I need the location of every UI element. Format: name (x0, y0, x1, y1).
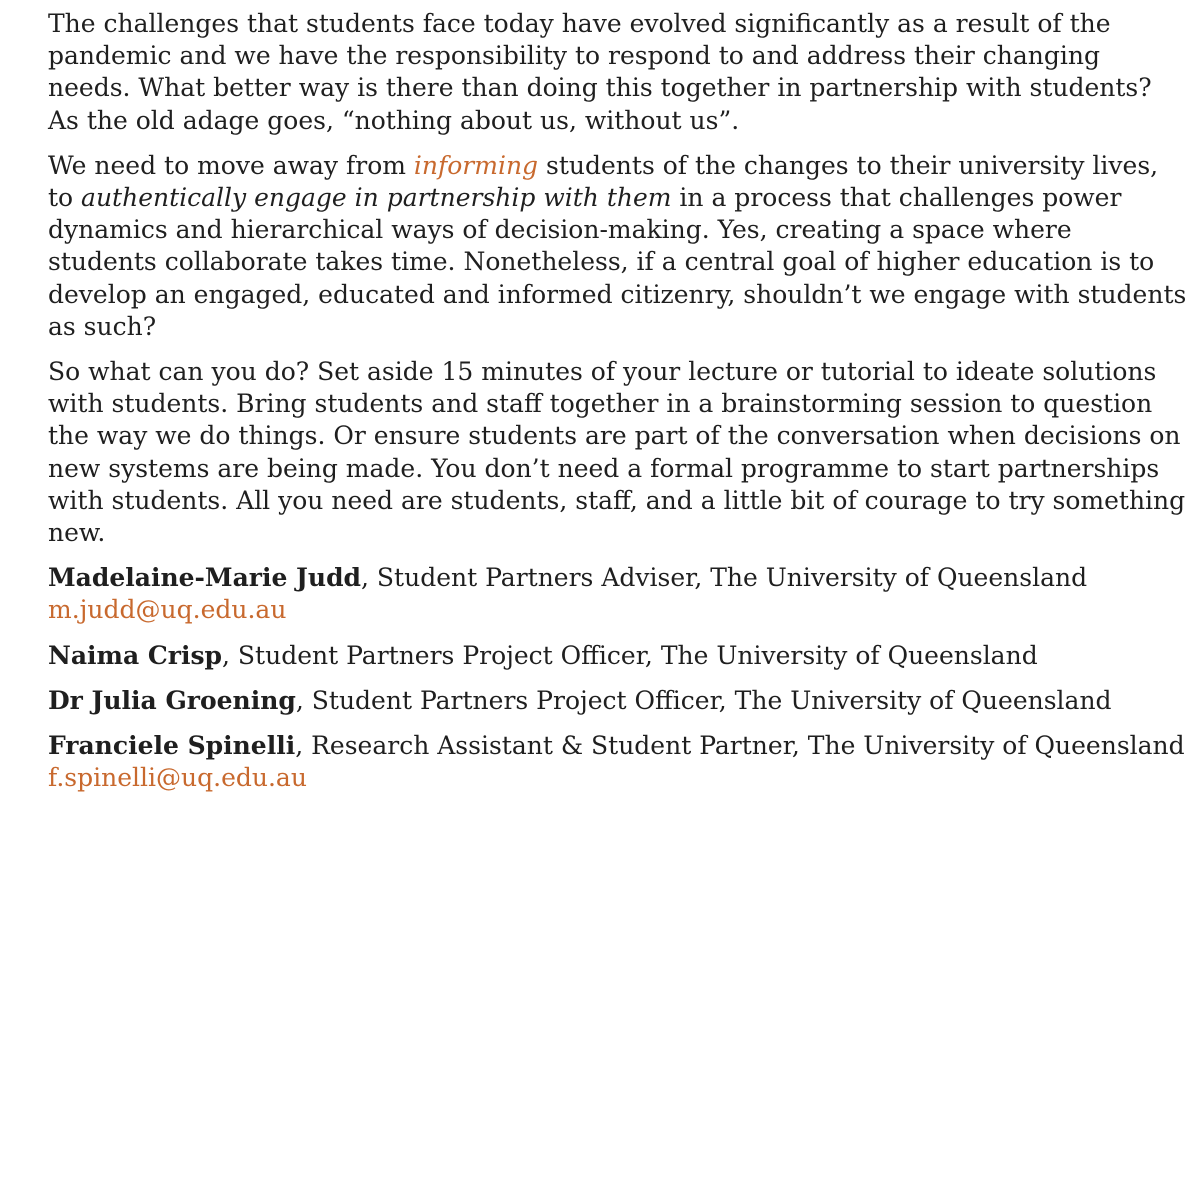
author-role: , Student Partners Project Officer, The University of Queensland (222, 640, 1038, 670)
author-name: Dr Julia Groening (48, 685, 296, 715)
author-email-link[interactable]: m.judd@uq.edu.au (48, 595, 287, 625)
emphasis-informing: informing (413, 150, 539, 180)
article-body (48, 8, 1188, 807)
author-role: , Research Assistant & Student Partner, The University of Queensland (295, 731, 1185, 761)
paragraph-text: students of the changes to their university lives, to (48, 150, 1159, 213)
author-email-link[interactable]: f.spinelli@uq.edu.au (48, 763, 307, 793)
paragraph-partnership (48, 150, 1188, 343)
author-entry (48, 640, 1188, 672)
author-role: , Student Partners Project Officer, The University of Queensland (295, 685, 1112, 715)
paragraph-pandemic-challenges: The challenges that students face today have evolved significantly as a result of the pandemic and we have the responsibility to respond to and address their changing needs. What better way is there than doing this together in partnership with students? As the old adage goes, “nothing about us, without us”. (48, 9, 1152, 135)
author-entry (48, 562, 1188, 626)
author-name: Madelaine-Marie Judd (48, 563, 362, 593)
author-name: Naima Crisp (48, 640, 223, 670)
emphasis-authentic-engagement: authentically engage in partnership with them (81, 183, 672, 213)
author-entry (48, 730, 1188, 794)
paragraph-what-can-you-do: So what can you do? Set aside 15 minutes of your lecture or tutorial to ideate solutions with students. Bring students and staff together in a brainstorming session to question the way we do things. Or ensure students are part of the conversation when decisions on new systems are being made. You don’t need a formal programme to start partnerships with students. All you need are students, staff, and a little bit of courage to try something new. (48, 357, 1186, 548)
paragraph-text: We need to move away from (48, 150, 414, 180)
author-role: , Student Partners Adviser, The University of Queensland (361, 563, 1088, 593)
author-name: Franciele Spinelli (48, 731, 296, 761)
paragraph-text: in a process that challenges power dynamics and hierarchical ways of decision-making. Yes, creating a space where students collaborate takes time. Nonetheless, if a central goal of higher education is to develop an engaged, educated and informed citizenry, shouldn’t we engage with students as such? (48, 183, 1187, 341)
author-entry (48, 685, 1188, 717)
